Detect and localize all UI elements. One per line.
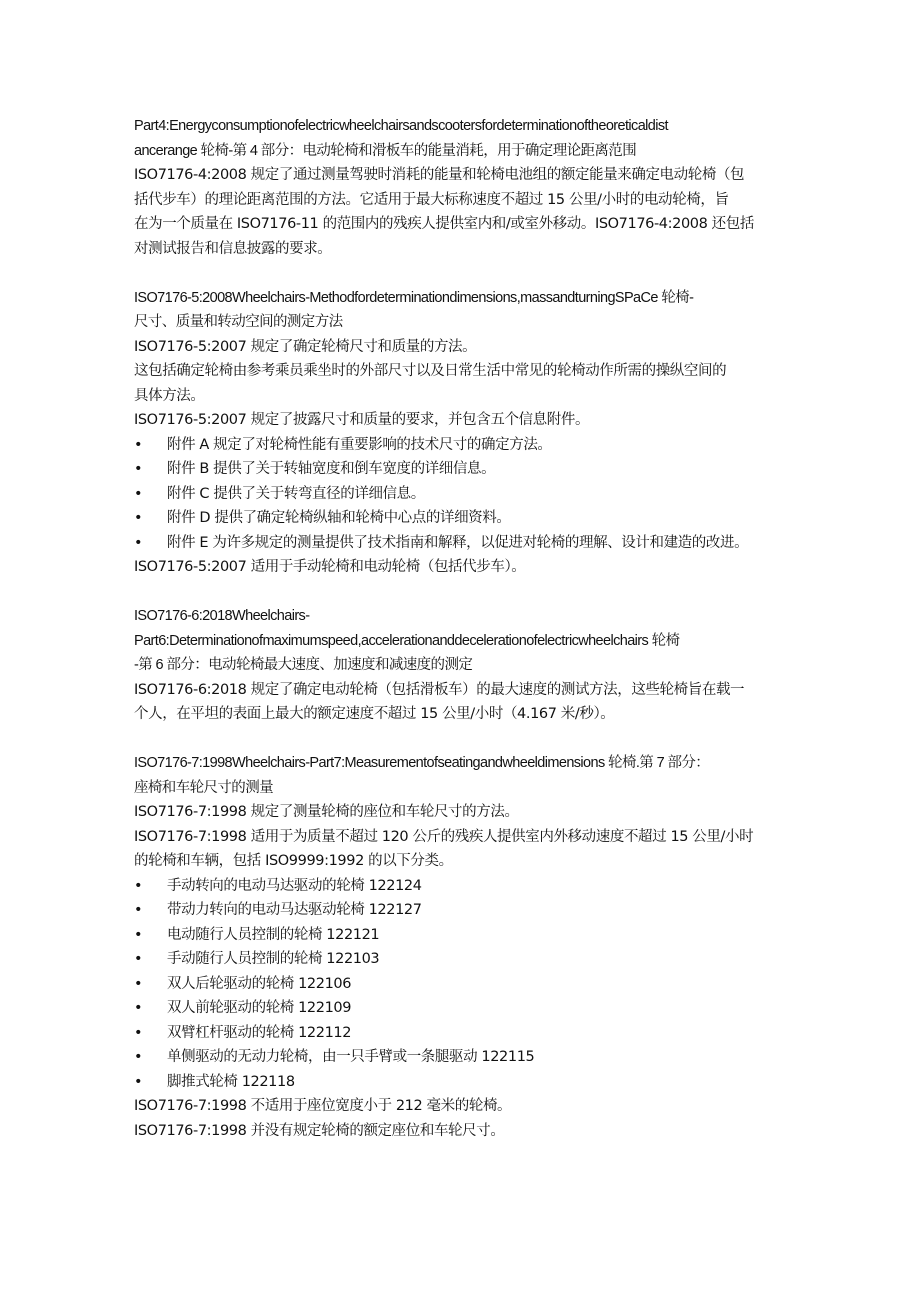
list-item: • 带动力转向的电动马达驱动轮椅 122127: [134, 898, 796, 923]
body-line: 对测试报告和信息披露的要求。: [134, 240, 332, 257]
body-line: ISO7176-4:2008 规定了通过测量驾驶时消耗的能量和轮椅电池组的额定能量来确定电动轮椅（包: [134, 167, 745, 183]
section-part7: [134, 751, 796, 1143]
list-item: • 脚推式轮椅 122118: [134, 1070, 796, 1095]
body-line: ISO7176-5:2007 规定了披露尺寸和质量的要求，并包含五个信息附件。: [134, 412, 590, 428]
document-content: [134, 114, 796, 1143]
body-line: 个人，在平坦的表面上最大的额定速度不超过 15 公里/小时（4.167 米/秒）。: [134, 706, 615, 722]
body-line: ISO7176-7:1998 规定了测量轮椅的座位和车轮尺寸的方法。: [134, 804, 519, 820]
section-part6: [134, 604, 796, 727]
section-heading-line: Part4:Energyconsumptionofelectricwheelchairsandscootersfordeterminationoftheoreticaldist: [134, 118, 668, 134]
list-item: • 附件 B 提供了关于转轴宽度和倒车宽度的详细信息。: [134, 457, 796, 482]
section-part5: [134, 286, 796, 580]
section-heading-line: 尺寸、质量和转动空间的测定方法: [134, 314, 343, 330]
section-gap: [134, 727, 796, 752]
section-heading-line: ISO7176-6:2018Wheelchairs-: [134, 608, 310, 624]
list-item: • 单侧驱动的无动力轮椅，由一只手臂或一条腿驱动 122115: [134, 1045, 796, 1070]
body-line: ISO7176-5:2007 规定了确定轮椅尺寸和质量的方法。: [134, 338, 477, 355]
section-heading-line: ancerange 轮椅-第 4 部分：电动轮椅和滑板车的能量消耗，用于确定理论距离范围: [134, 142, 637, 159]
section-heading-line: 座椅和车轮尺寸的测量: [134, 779, 273, 796]
list-item: • 双臂杠杆驱动的轮椅 122112: [134, 1021, 796, 1046]
list-item: • 附件 D 提供了确定轮椅纵轴和轮椅中心点的详细资料。: [134, 506, 796, 531]
list-item: • 附件 C 提供了关于转弯直径的详细信息。: [134, 482, 796, 507]
section-gap: [134, 261, 796, 286]
section-heading-line: Part6:Determinationofmaximumspeed,accelerationanddecelerationofelectricwheelchairs 轮椅: [134, 632, 680, 649]
body-line: ISO7176-7:1998 适用于为质量不超过 120 公斤的残疾人提供室内外移动速度不超过 15 公里/小时: [134, 828, 754, 845]
list-item: • 双人前轮驱动的轮椅 122109: [134, 996, 796, 1021]
list-item: • 双人后轮驱动的轮椅 122106: [134, 972, 796, 997]
list-item: • 附件 A 规定了对轮椅性能有重要影响的技术尺寸的确定方法。: [134, 433, 796, 458]
body-line: 的轮椅和车辆，包括 ISO9999:1992 的以下分类。: [134, 853, 453, 869]
section-heading-line: -第 6 部分：电动轮椅最大速度、加速度和减速度的测定: [134, 657, 473, 673]
section-part4: [134, 114, 796, 261]
list-item: • 手动转向的电动马达驱动的轮椅 122124: [134, 874, 796, 899]
list-item: • 电动随行人员控制的轮椅 122121: [134, 923, 796, 948]
body-line: 括代步车）的理论距离范围的方法。它适用于最大标称速度不超过 15 公里/小时的电动轮椅，旨: [134, 191, 729, 208]
body-line: ISO7176-7:1998 并没有规定轮椅的额定座位和车轮尺寸。: [134, 1122, 505, 1139]
body-line: ISO7176-5:2007 适用于手动轮椅和电动轮椅（包括代步车）。: [134, 559, 526, 575]
body-line: ISO7176-6:2018 规定了确定电动轮椅（包括滑板车）的最大速度的测试方法，这些轮椅旨在载一: [134, 681, 745, 698]
body-line: 这包括确定轮椅由参考乘员乘坐时的外部尺寸以及日常生活中常见的轮椅动作所需的操纵空间的: [134, 363, 727, 379]
section-heading-line: ISO7176-7:1998Wheelchairs-Part7:Measurementofseatingandwheeldimensions 轮椅.第 7 部分：: [134, 755, 710, 771]
body-line: 具体方法。: [134, 387, 205, 404]
body-line: ISO7176-7:1998 不适用于座位宽度小于 212 毫米的轮椅。: [134, 1098, 512, 1114]
section-heading-line: ISO7176-5:2008Wheelchairs-Methodfordeterminationdimensions,massandturningSPaCe 轮椅-: [134, 289, 694, 306]
list-item: • 附件 E 为许多规定的测量提供了技术指南和解释，以促进对轮椅的理解、设计和建造的改进。: [134, 531, 796, 556]
section-gap: [134, 580, 796, 605]
list-item: • 手动随行人员控制的轮椅 122103: [134, 947, 796, 972]
body-line: 在为一个质量在 ISO7176-11 的范围内的残疾人提供室内和/或室外移动。ISO7176-4:2008 还包括: [134, 216, 754, 232]
